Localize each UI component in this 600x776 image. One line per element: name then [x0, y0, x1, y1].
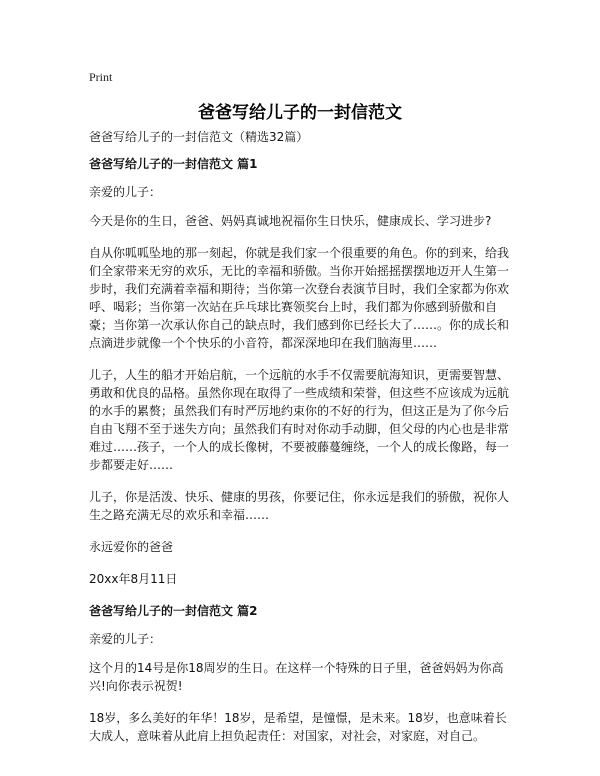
letter-closing: 永远爱你的爸爸 — [89, 540, 174, 554]
letter-date: 20xx年8月11日 — [89, 572, 178, 586]
paragraph: 儿子，你是活泼、快乐、健康的男孩，你要记住，你永远是我们的骄傲，祝你人生之路充满无尽的欢乐和幸福…… — [89, 490, 510, 522]
paragraph: 18岁，多么美好的年华！18岁，是希望，是憧憬，是未来。18岁，也意味着长大成人，意味着从此肩上担负起责任：对国家，对社会，对家庭，对自己。 — [89, 711, 507, 743]
paragraph: 自从你呱呱坠地的那一刻起，你就是我们家一个很重要的角色。你的到来，给我们全家带来无穷的欢乐，无比的幸福和骄傲。当你开始摇摇摆摆地迈开人生第一步时，我们充满着幸福和期待；当你第一次登台表演节目时，我们全家都为你欢呼、喝彩；当你第一次站在乒乓球比赛领奖台上时，我们都为你感到骄傲和自豪；当你第一次承认你自己的缺点时，我们感到你已经长大了……。你的成长和点滴进步就像一个个快乐的小音符，都深深地印在我们脑海里…… — [89, 246, 510, 350]
page-title: 爸爸写给儿子的一封信范文 — [198, 103, 402, 123]
salutation: 亲爱的儿子： — [89, 632, 162, 646]
paragraph: 这个月的14号是你18周岁的生日。在这样一个特殊的日子里，爸爸妈妈为你高兴!向你表示祝贺! — [89, 661, 504, 693]
document-subtitle: 爸爸写给儿子的一封信范文（精选32篇） — [89, 130, 309, 144]
section-heading: 爸爸写给儿子的一封信范文 篇1 — [89, 157, 258, 171]
paragraph: 今天是你的生日，爸爸、妈妈真诚地祝福你生日快乐，健康成长、学习进步? — [89, 214, 492, 228]
print-label: Print — [89, 70, 113, 84]
salutation: 亲爱的儿子： — [89, 185, 162, 199]
section-heading: 爸爸写给儿子的一封信范文 篇2 — [89, 604, 258, 618]
paragraph: 儿子，人生的船才开始启航，一个远航的水手不仅需要航海知识，更需要智慧、勇敢和优良的品格。虽然你现在取得了一些成绩和荣誉，但这些不应该成为远航的水手的累赘；虽然我们有时严厉地约束你的不好的行为，但这正是为了你今后自由飞翔不至于迷失方向；虽然我们有时对你动手动脚，但父母的内心也是非常难过……孩子，一个人的成长像树，不要被藤蔓缠绕，一个人的成长像路，每一步都要走好…… — [89, 368, 510, 472]
document-body — [89, 128, 515, 759]
